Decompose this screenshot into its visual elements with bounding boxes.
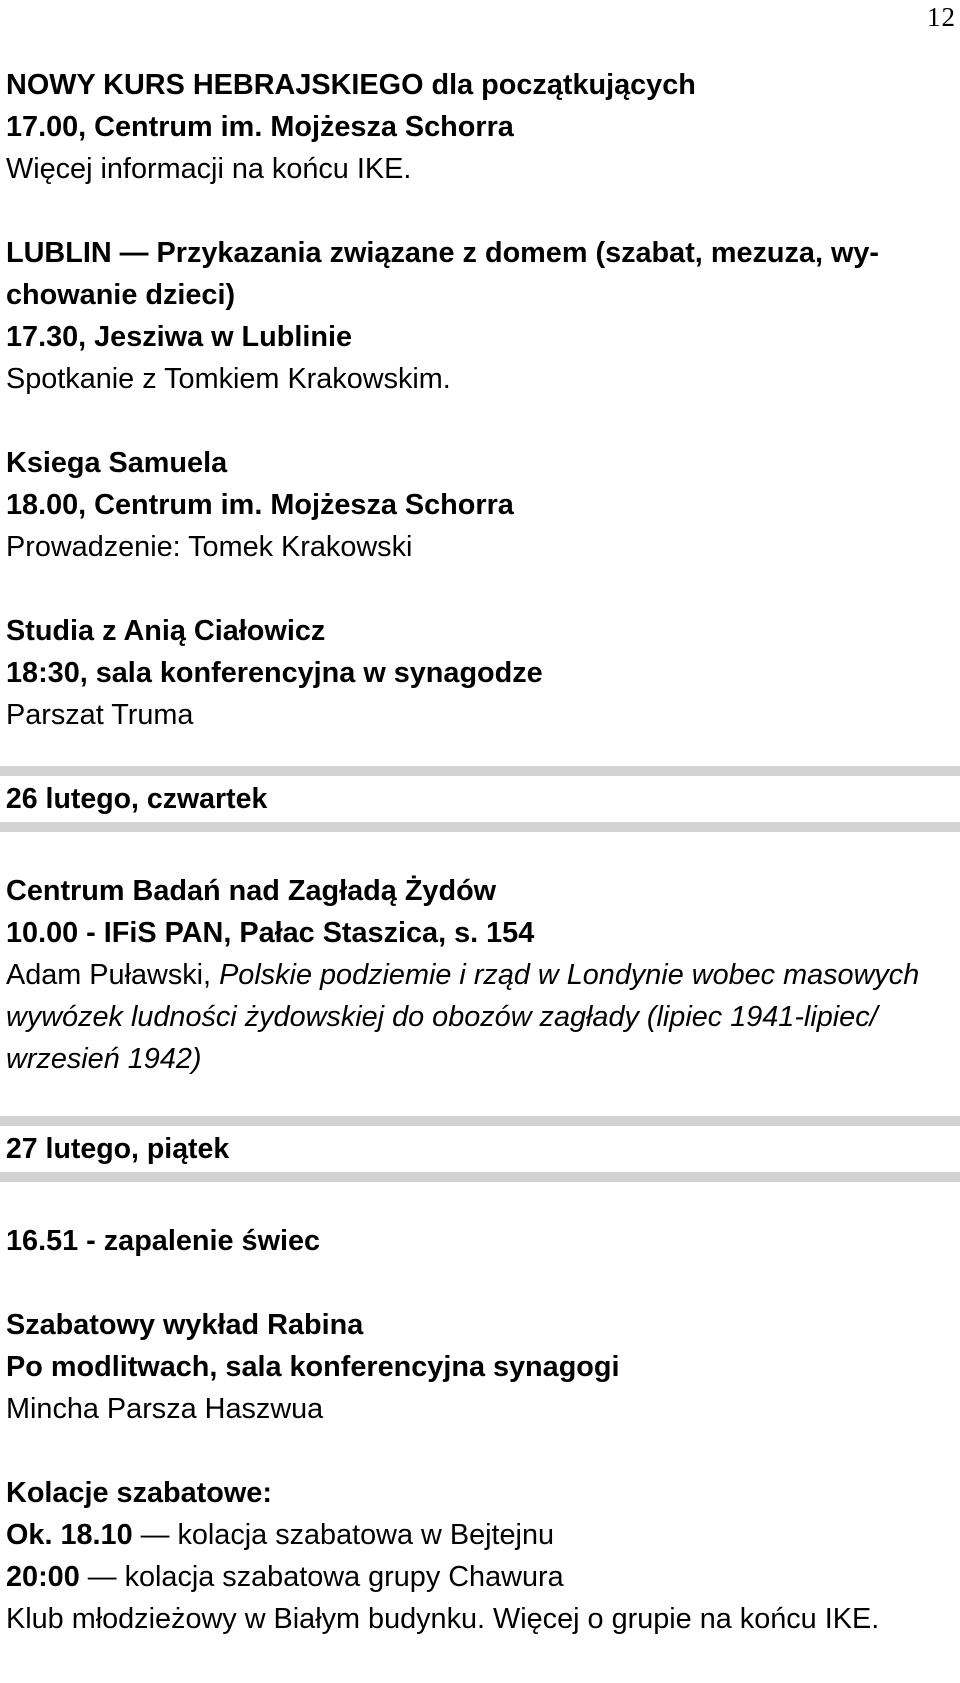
dinner-text: — kolacja szabatowa w Bejtejnu — [132, 1519, 555, 1551]
document-body — [6, 64, 956, 1640]
candle-lighting: 16.51 - zapalenie świec — [6, 1225, 321, 1257]
divider — [0, 1116, 960, 1126]
event-time-place: Po modlitwach, sala konferencyjna synagogi — [6, 1351, 620, 1383]
event-info: Prowadzenie: Tomek Krakowski — [6, 531, 413, 563]
dinner-item — [6, 1514, 950, 1556]
event-time-place: 17.00, Centrum im. Mojżesza Schorra — [6, 111, 514, 143]
dinner-note: Klub młodzieżowy w Białym budynku. Więcej o grupie na końcu IKE. — [6, 1603, 880, 1635]
event-description — [6, 954, 950, 996]
event-work-title-cont: wywózek ludności żydowskiej do obozów zagłady (lipiec 1941-lipiec/ — [6, 1001, 878, 1033]
event-info: Więcej informacji na końcu IKE. — [6, 153, 412, 185]
event-samuel — [6, 442, 956, 568]
event-info: Mincha Parsza Haszwua — [6, 1393, 324, 1425]
event-author: Adam Puławski, — [6, 959, 220, 991]
event-title: Kolacje szabatowe: — [6, 1477, 272, 1509]
dinner-time: 20:00 — [6, 1561, 80, 1593]
event-time-place: 18:30, sala konferencyjna w synagodze — [6, 657, 543, 689]
event-info: Parszat Truma — [6, 699, 194, 731]
day-heading-27 — [0, 1116, 960, 1182]
day-heading-26 — [0, 766, 960, 832]
divider — [0, 766, 960, 776]
page-number: 12 — [927, 2, 956, 32]
dinner-item — [6, 1556, 950, 1598]
event-work-title-cont: wrzesień 1942) — [6, 1043, 202, 1075]
event-time-place: 18.00, Centrum im. Mojżesza Schorra — [6, 489, 514, 521]
event-holocaust-center — [6, 870, 956, 1080]
event-studies — [6, 610, 956, 736]
event-time-place: 17.30, Jesziwa w Lublinie — [6, 321, 353, 353]
event-title: LUBLIN — Przykazania związane z domem (szabat, mezuza, wy- — [6, 237, 880, 269]
event-title: Szabatowy wykład Rabina — [6, 1309, 364, 1341]
event-title: Ksiega Samuela — [6, 447, 228, 479]
event-lublin — [6, 232, 956, 400]
day-title: 26 lutego, czwartek — [5, 783, 268, 815]
event-work-title: Polskie podziemie i rząd w Londynie wobec masowych — [219, 959, 920, 991]
event-shabbat-dinners — [6, 1472, 956, 1640]
event-title: Centrum Badań nad Zagładą Żydów — [6, 875, 497, 907]
event-info: Spotkanie z Tomkiem Krakowskim. — [6, 363, 451, 395]
event-title: Studia z Anią Ciałowicz — [6, 615, 326, 647]
day-title: 27 lutego, piątek — [5, 1133, 230, 1165]
dinner-text: — kolacja szabatowa grupy Chawura — [79, 1561, 564, 1593]
event-title: NOWY KURS HEBRAJSKIEGO dla początkujących — [6, 69, 696, 101]
divider — [0, 1172, 960, 1182]
event-rabbi-lecture — [6, 1304, 956, 1430]
divider — [0, 822, 960, 832]
event-title-cont: chowanie dzieci) — [6, 279, 236, 311]
event-time-place: 10.00 - IFiS PAN, Pałac Staszica, s. 154 — [6, 917, 535, 949]
event-hebrew-course — [6, 64, 956, 190]
dinner-time: Ok. 18.10 — [6, 1519, 133, 1551]
